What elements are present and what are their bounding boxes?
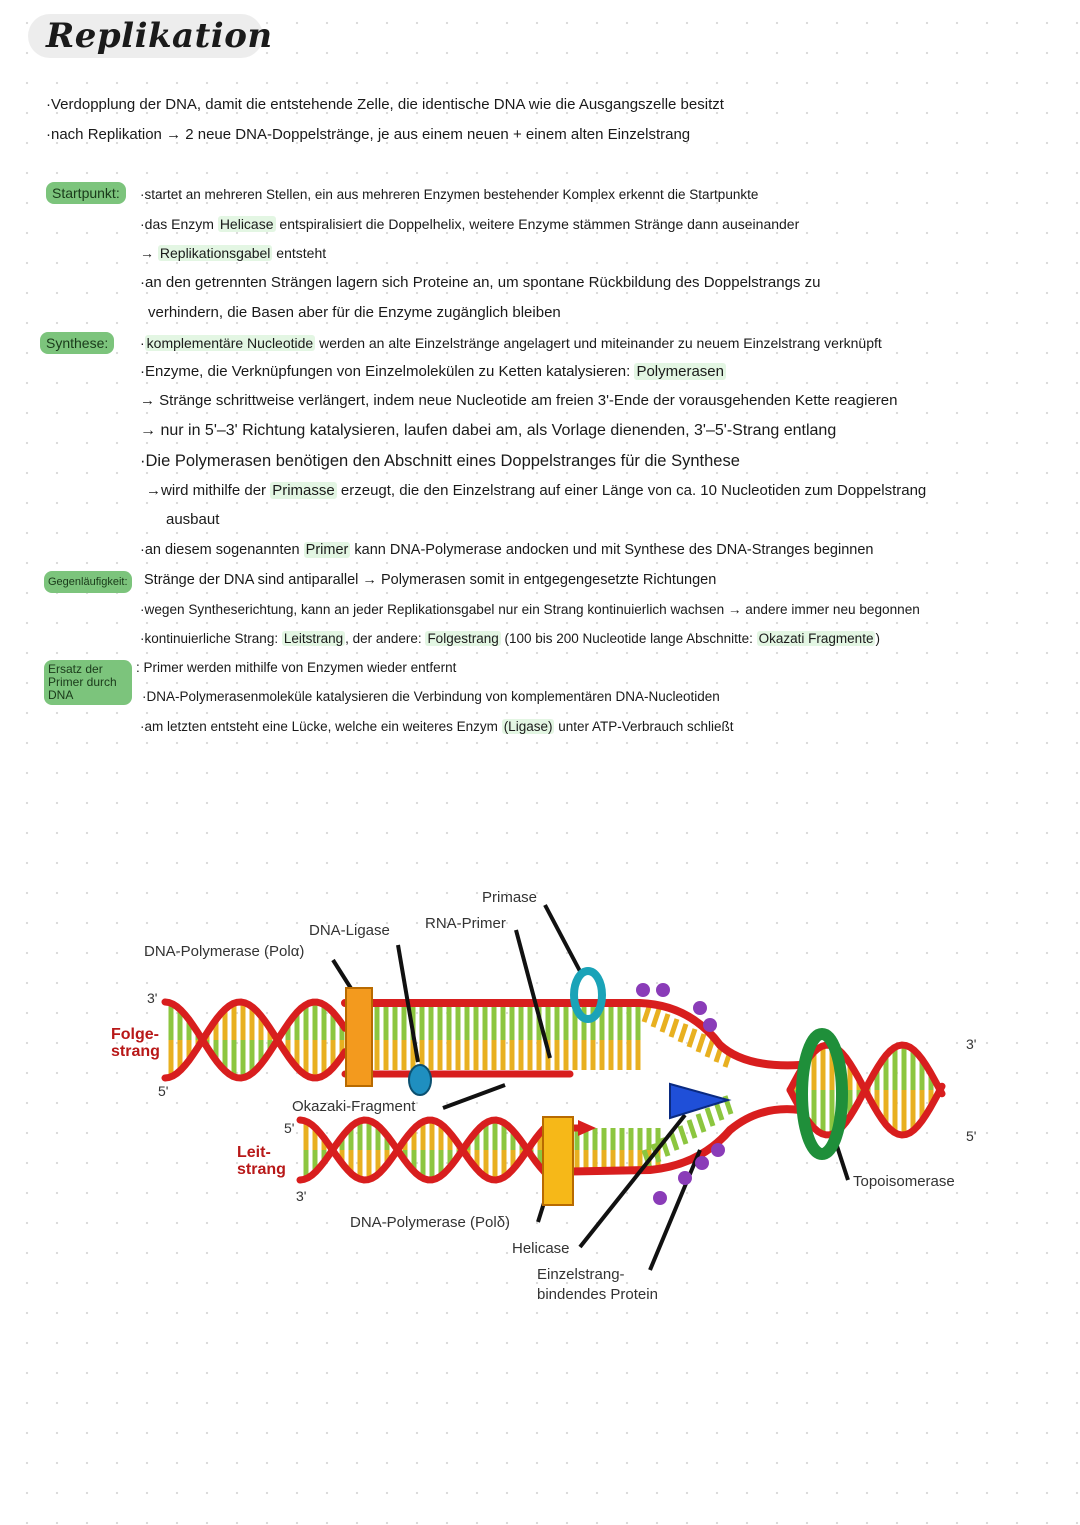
ssb-dot [711, 1143, 725, 1157]
ssb-dot [678, 1171, 692, 1185]
section-label-ersatz: Ersatz der Primer durch DNA [44, 660, 132, 705]
leit-1: Leit- [237, 1144, 271, 1161]
label-leitstrang [237, 1144, 286, 1178]
base-pair [689, 1029, 695, 1047]
text: kann DNA-Polymerase andocken und mit Synthese des DNA-Stranges beginnen [350, 542, 874, 558]
label-3-mid: 3' [296, 1188, 307, 1204]
label-5-right: 5' [966, 1128, 977, 1144]
term-folgestrang: Folgestrang [427, 631, 499, 646]
section-label-startpunkt: Startpunkt: [46, 182, 126, 204]
ssb-dot [653, 1191, 667, 1205]
text: entspiralisiert die Doppelhelix, weitere Enzyme stämmen Stränge dann auseinander [275, 216, 800, 232]
primase-ring [574, 971, 602, 1019]
base-pair [698, 1034, 704, 1052]
label-3-right: 3' [966, 1036, 977, 1052]
ligase-blob [409, 1065, 431, 1095]
term-helicase: Helicase [219, 216, 274, 232]
text: werden an alte Einzelstränge angelagert und miteinander zu neuem Einzelstrang verknüpft [315, 335, 882, 351]
text: ·das Enzym [140, 216, 218, 232]
label-ssb [537, 1265, 658, 1305]
term-replikationsgabel: Replikationsgabel [159, 245, 271, 261]
gegen-line-1: Stränge der DNA sind antiparallel → Polymerasen somit in entgegengesetzte Richtungen [144, 572, 717, 588]
base-pair [680, 1024, 686, 1042]
label-pol-alpha: DNA-Polymerase (Polα) [144, 943, 305, 960]
folge-2: strang [111, 1043, 160, 1060]
text: ·am letzten entsteht eine Lücke, welche ein weiteres Enzym [140, 719, 502, 734]
ersatz-line-1: : Primer werden mithilfe von Enzymen wieder entfernt [136, 660, 457, 675]
text: · [140, 335, 145, 351]
base-pair [707, 1108, 713, 1126]
label-okazaki: Okazaki-Fragment [292, 1098, 416, 1115]
label-topoisomerase: Topoisomerase [853, 1173, 955, 1190]
startpunkt-line-4: ·an den getrennten Strängen lagern sich Proteine an, um spontane Rückbildung des Doppelstrangs zu [140, 274, 821, 291]
section-label-synthese: Synthese: [40, 332, 114, 354]
label-helicase: Helicase [512, 1240, 570, 1257]
term-leitstrang: Leitstrang [283, 631, 344, 646]
ersatz-line-2: ·DNA-Polymerasenmoleküle katalysieren die Verbindung von komplementären DNA-Nucleotiden [142, 689, 720, 704]
ssb-dot [636, 983, 650, 997]
base-pair [680, 1126, 686, 1144]
label-3-top: 3' [147, 990, 158, 1006]
pol-delta-block [543, 1117, 573, 1205]
ssb-dot [693, 1001, 707, 1015]
label-5-mid: 5' [284, 1120, 295, 1136]
text: (100 bis 200 Nucleotide lange Abschnitte: [500, 631, 757, 646]
ssb-2: bindendes Protein [537, 1286, 658, 1303]
synthese-line-4: → nur in 5'–3' Richtung katalysieren, laufen dabei am, als Vorlage dienenden, 3'–5'-Strang entlang [140, 422, 837, 439]
text: unter ATP-Verbrauch schließt [554, 719, 734, 734]
synthese-line-5: ·Die Polymerasen benötigen den Abschnitt eines Doppelstranges für die Synthese [140, 452, 740, 470]
text: ) [875, 631, 880, 646]
base-pair [707, 1039, 713, 1057]
term-primer: Primer [305, 542, 349, 558]
leit-2: strang [237, 1161, 286, 1178]
text: →wird mithilfe der [146, 482, 271, 499]
text: ·kontinuierliche Strang: [140, 631, 282, 646]
ssb-dot [703, 1018, 717, 1032]
intro-line-2: ·nach Replikation → 2 neue DNA-Doppelstränge, je aus einem neuen + einem alten Einzelstrang [46, 126, 691, 143]
pointer-okazaki [443, 1085, 505, 1108]
page-title: Replikation [46, 16, 273, 56]
folge-1: Folge- [111, 1026, 159, 1043]
term-primasse: Primasse [272, 482, 335, 499]
ssb-1: Einzelstrang- [537, 1266, 625, 1283]
term-komplementaere-nucleotide: komplementäre Nucleotide [146, 335, 314, 351]
text: → [140, 245, 158, 261]
text: , der andere: [345, 631, 426, 646]
text: ·an diesem sogenannten [140, 542, 304, 558]
section-label-gegenlaeufigkeit: Gegenläufigkeit: [44, 571, 132, 593]
base-pair [698, 1114, 704, 1132]
ssb-dot [695, 1156, 709, 1170]
term-okazaki: Okazati Fragmente [758, 631, 874, 646]
pointer-pol-alpha [333, 960, 352, 990]
base-pair [653, 1009, 659, 1027]
label-pol-delta: DNA-Polymerase (Polδ) [350, 1214, 511, 1231]
label-dna-ligase: DNA-Ligase [309, 922, 390, 939]
pol-alpha-block [346, 988, 372, 1086]
text: erzeugt, die den Einzelstrang auf einer Länge von ca. 10 Nucleotiden zum Doppelstrang [336, 482, 927, 499]
ssb-dot [656, 983, 670, 997]
label-rna-primer: RNA-Primer [425, 915, 506, 932]
pointer-primase [545, 905, 582, 975]
label-folgestrang [111, 1026, 160, 1060]
label-5-top: 5' [158, 1083, 169, 1099]
base-pair [671, 1019, 677, 1037]
term-polymerasen: Polymerasen [636, 363, 724, 380]
term-ligase: (Ligase) [503, 719, 553, 734]
text: entsteht [272, 245, 327, 261]
base-pair [689, 1120, 695, 1138]
base-pair [671, 1132, 677, 1150]
startpunkt-line-5: verhindern, die Basen aber für die Enzyme zugänglich bleiben [148, 304, 561, 321]
startpunkt-line-1: ·startet an mehreren Stellen, ein aus mehreren Enzymen bestehender Komplex erkennt die Startpunkte [140, 187, 759, 202]
synthese-line-3: → Stränge schrittweise verlängert, indem neue Nucleotide am freien 3'-Ende der vorausgehenden Kette reagieren [140, 392, 898, 409]
synthese-line-7: ausbaut [166, 511, 220, 528]
label-primase: Primase [482, 889, 538, 906]
gegen-line-2: ·wegen Syntheserichtung, kann an jeder Replikationsgabel nur ein Strang kontinuierlich wachsen → andere immer neu begonnen [140, 602, 920, 617]
base-pair [716, 1102, 722, 1120]
text: ·Enzyme, die Verknüpfungen von Einzelmolekülen zu Ketten katalysieren: [140, 363, 635, 380]
intro-line-1: ·Verdopplung der DNA, damit die entstehende Zelle, die identische DNA wie die Ausgangszelle besitzt [46, 96, 724, 113]
base-pair [662, 1014, 668, 1032]
